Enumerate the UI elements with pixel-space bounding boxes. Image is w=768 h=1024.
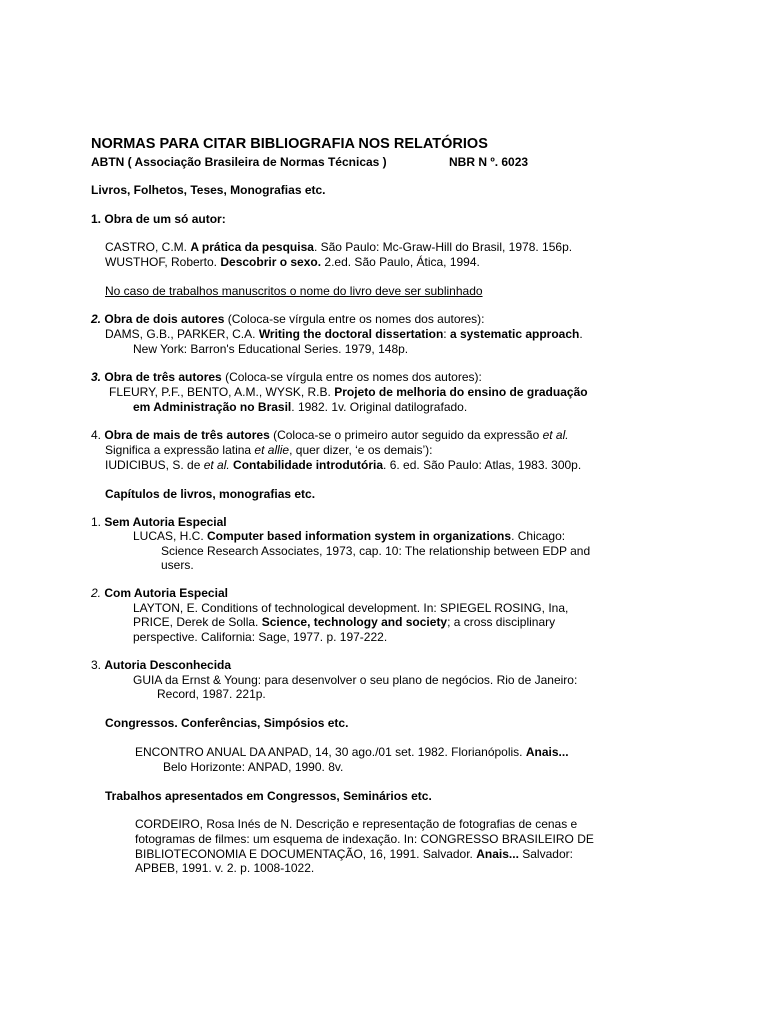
item-number: 2. [91, 312, 102, 326]
reference-anpad-line2: Belo Horizonte: ANPAD, 1990. 8v. [163, 760, 344, 774]
reference-fleury-continued [133, 400, 467, 415]
reference-lucas-line3: users. [161, 558, 194, 572]
reference-cordeiro-line1: CORDEIRO, Rosa Inés de N. Descrição e representação de fotografias de cenas e [135, 817, 578, 831]
note-text-end: , quer dizer, ‘e os demais’): [289, 443, 433, 457]
item-more-authors-heading [91, 428, 569, 443]
ref-sep: : [443, 327, 450, 341]
reference-guia: GUIA da Ernst & Young: para desenvolver o seu plano de negócios. Rio de Janeiro: [133, 673, 578, 687]
reference-castro [105, 240, 572, 255]
item-number: 3. [91, 370, 102, 384]
item-three-authors-heading [91, 370, 482, 385]
item-sem-autoria-heading [91, 515, 227, 530]
item-title: Autoria Desconhecida [104, 658, 232, 672]
ref-title: Science, technology and society [261, 615, 448, 629]
ref-author: IUDICIBUS, S. de [105, 458, 204, 472]
ref-title: A prática da pesquisa [190, 240, 314, 254]
ref-rest: 2.ed. São Paulo, Ática, 1994. [321, 255, 480, 269]
reference-cordeiro-line3 [135, 847, 573, 862]
section-heading-chapters: Capítulos de livros, monografias etc. [105, 487, 316, 501]
item-two-authors-heading [91, 312, 485, 327]
subtitle-abnt: ABTN ( Associação Brasileira de Normas Técnicas ) [91, 155, 387, 169]
ref-title: Anais... [525, 745, 569, 759]
ref-rest: . Chicago: [511, 529, 566, 543]
item-number: 1. [91, 515, 102, 529]
item-number: 2. [91, 586, 102, 600]
section-heading-books: Livros, Folhetos, Teses, Monografias etc. [91, 183, 326, 197]
ref-author: DAMS, G.B., PARKER, C.A. [105, 327, 259, 341]
ref-pre: BIBLIOTECONOMIA E DOCUMENTAÇÃO, 16, 1991. Salvador. [135, 847, 477, 861]
ref-title: Writing the doctoral dissertation [258, 327, 444, 341]
ref-end: . [579, 327, 583, 341]
item-desconhecida-heading [91, 658, 231, 673]
ref-title: em Administração no Brasil [133, 400, 292, 414]
item-title: Com Autoria Especial [104, 586, 228, 600]
ref-title: Projeto de melhoria do ensino de graduação [334, 385, 588, 399]
reference-cordeiro-line4: APBEB, 1991. v. 2. p. 1008-1022. [135, 861, 315, 875]
reference-iudicibus [105, 458, 581, 473]
item-more-authors-note [105, 443, 433, 458]
ref-author: LUCAS, H.C. [133, 529, 208, 543]
item-number: 1. [91, 212, 102, 226]
reference-lucas [133, 529, 565, 544]
reference-guia-line2: Record, 1987. 221p. [157, 687, 266, 701]
item-title: Obra de três autores [104, 370, 222, 384]
item-com-autoria-heading [91, 586, 228, 601]
ref-author: CASTRO, C.M. [105, 240, 191, 254]
ref-author: FLEURY, P.F., BENTO, A.M., WYSK, R.B. [109, 385, 335, 399]
section-heading-papers: Trabalhos apresentados em Congressos, Seminários etc. [105, 789, 432, 803]
manuscript-note: No caso de trabalhos manuscritos o nome do livro deve ser sublinhado [105, 284, 483, 298]
ref-title: Anais... [476, 847, 519, 861]
ref-author: WUSTHOF, Roberto. [105, 255, 221, 269]
ref-pre: PRICE, Derek de Solla. [133, 615, 262, 629]
item-desc: (Coloca-se vírgula entre os nomes dos autores): [224, 312, 485, 326]
item-desc: (Coloca-se vírgula entre os nomes dos autores): [221, 370, 482, 384]
note-latin: et allie [254, 443, 290, 457]
reference-cordeiro-line2: fotogramas de filmes: um esquema de indexação. In: CONGRESSO BRASILEIRO DE [135, 832, 594, 846]
ref-rest: . 1982. 1v. Original datilografado. [291, 400, 468, 414]
ref-rest: . 6. ed. São Paulo: Atlas, 1983. 300p. [383, 458, 582, 472]
item-single-author-heading [91, 212, 226, 227]
ref-title: Contabilidade introdutória [229, 458, 384, 472]
reference-layton-line2 [133, 615, 555, 630]
reference-lucas-line2: Science Research Associates, 1973, cap. 10: The relationship between EDP and [161, 544, 591, 558]
ref-subtitle: a systematic approach [449, 327, 580, 341]
ref-rest: Salvador: [518, 847, 573, 861]
reference-layton: LAYTON, E. Conditions of technological development. In: SPIEGEL ROSING, Ina, [133, 601, 569, 615]
ref-rest: . São Paulo: Mc-Graw-Hill do Brasil, 1978. 156p. [313, 240, 573, 254]
ref-pre: ENCONTRO ANUAL DA ANPAD, 14, 30 ago./01 set. 1982. Florianópolis. [135, 745, 526, 759]
item-number: 4. [91, 428, 102, 442]
item-title: Obra de um só autor: [104, 212, 226, 226]
page-title: NORMAS PARA CITAR BIBLIOGRAFIA NOS RELATÓRIOS [91, 136, 488, 152]
ref-title: Descobrir o sexo. [220, 255, 322, 269]
section-heading-congress: Congressos. Conferências, Simpósios etc. [105, 716, 349, 730]
reference-dams [105, 327, 583, 342]
ref-etal: et al. [203, 458, 230, 472]
item-title: Obra de mais de três autores [104, 428, 270, 442]
item-number: 3. [91, 658, 102, 672]
reference-fleury [109, 385, 588, 400]
reference-wusthof [105, 255, 480, 270]
reference-layton-line3: perspective. California: Sage, 1977. p. 197-222. [133, 630, 388, 644]
item-title: Sem Autoria Especial [104, 515, 227, 529]
item-desc: (Coloca-se o primeiro autor seguido da expressão [269, 428, 543, 442]
item-etal: et al. [542, 428, 569, 442]
reference-anpad [135, 745, 569, 760]
reference-dams-continued: New York: Barron's Educational Series. 1979, 148p. [133, 342, 409, 356]
subtitle-nbr: NBR N º. 6023 [449, 155, 529, 169]
ref-rest: ; a cross disciplinary [447, 615, 556, 629]
item-title: Obra de dois autores [104, 312, 225, 326]
ref-title: Computer based information system in organizations [207, 529, 512, 543]
note-text: Significa a expressão latina [105, 443, 255, 457]
